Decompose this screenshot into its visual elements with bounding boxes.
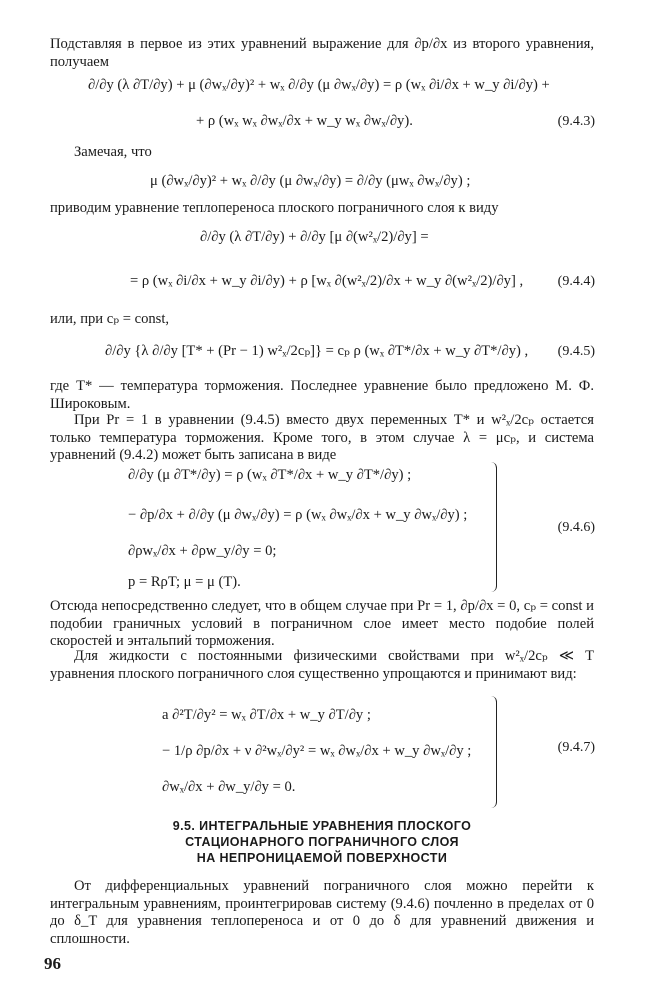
section-heading-line2: СТАЦИОНАРНОГО ПОГРАНИЧНОГО СЛОЯ [185,835,459,849]
paragraph-similarity: Отсюда непосредственно следует, что в общем случае при Pr = 1, ∂p/∂x = 0, cₚ = const и подобии граничных условий в пограничном слое имеет место подобие полей скоростей и энтальпий торможения. [50,598,594,649]
paragraph-integral: От дифференциальных уравнений пограничного слоя можно перейти к интегральным уравнениям, проинтегрировав систему (9.4.6) почленно в пределах от 0 до δ_T для уравнения теплопереноса и от 0 до δ для уравнений движения и сплошности. [50,878,594,947]
paragraph-prandtl: При Pr = 1 в уравнении (9.4.5) вместо двух переменных T* и w²ₓ/2cₚ остается только температура торможения. Кроме того, в этом случае λ = μcₚ, и система уравнений (9.4.2) может быть записана в виде [50,412,594,463]
equation-9-4-3-line1: ∂/∂y (λ ∂T/∂y) + μ (∂wₓ/∂y)² + wₓ ∂/∂y (μ ∂wₓ/∂y) = ρ (wₓ ∂i/∂x + w_y ∂i/∂y) + [88,77,550,93]
equation-number-9-4-6: (9.4.6) [557,520,595,535]
section-heading-line3: НА НЕПРОНИЦАЕМОЙ ПОВЕРХНОСТИ [196,851,448,865]
paragraph-reduce: приводим уравнение теплопереноса плоского пограничного слоя к виду [50,200,499,216]
equation-9-4-7-line1: a ∂²T/∂y² = wₓ ∂T/∂x + w_y ∂T/∂y ; [162,707,371,723]
equation-number-9-4-4: (9.4.4) [557,274,595,289]
system-brace-9-4-7 [490,696,497,808]
section-heading-line1: 9.5. ИНТЕГРАЛЬНЫЕ УРАВНЕНИЯ ПЛОСКОГО [172,819,472,833]
equation-number-9-4-3: (9.4.3) [557,114,595,129]
equation-identity: μ (∂wₓ/∂y)² + wₓ ∂/∂y (μ ∂wₓ/∂y) = ∂/∂y (μwₓ ∂wₓ/∂y) ; [150,173,471,189]
equation-9-4-6-line3: ∂ρwₓ/∂x + ∂ρw_y/∂y = 0; [128,543,277,559]
equation-9-4-6-line4: p = RρT; μ = μ (T). [128,574,241,590]
equation-9-4-4-line2: = ρ (wₓ ∂i/∂x + w_y ∂i/∂y) + ρ [wₓ ∂(w²ₓ/2)/∂x + w_y ∂(w²ₓ/2)/∂y] , [130,273,524,289]
paragraph-noting: Замечая, что [74,144,152,160]
paragraph-intro: Подставляя в первое из этих уравнений выражение для ∂p/∂x из второго уравнения, получаем [50,36,594,70]
system-brace-9-4-6 [490,462,497,592]
equation-9-4-7-line2: − 1/ρ ∂p/∂x + ν ∂²wₓ/∂y² = wₓ ∂wₓ/∂x + w_y ∂wₓ/∂y ; [162,743,472,759]
equation-number-9-4-7: (9.4.7) [557,740,595,755]
page-number: 96 [44,954,61,973]
paragraph-constant-properties: Для жидкости с постоянными физическими свойствами при w²ₓ/2cₚ ≪ T уравнения плоского пограничного слоя существенно упрощаются и принимают вид: [50,648,594,682]
equation-9-4-3-line2: + ρ (wₓ wₓ ∂wₓ/∂x + w_y wₓ ∂wₓ/∂y). [196,113,413,129]
equation-9-4-5: ∂/∂y {λ ∂/∂y [T* + (Pr − 1) w²ₓ/2cₚ]} = cₚ ρ (wₓ ∂T*/∂x + w_y ∂T*/∂y) , [105,343,529,359]
paragraph-const-cp: или, при cₚ = const, [50,311,170,327]
equation-9-4-7-line3: ∂wₓ/∂x + ∂w_y/∂y = 0. [162,779,296,795]
equation-9-4-6-line1: ∂/∂y (μ ∂T*/∂y) = ρ (wₓ ∂T*/∂x + w_y ∂T*/∂y) ; [128,467,412,483]
equation-9-4-4-line1: ∂/∂y (λ ∂T/∂y) + ∂/∂y [μ ∂(w²ₓ/2)/∂y] = [200,229,429,245]
equation-9-4-6-line2: − ∂p/∂x + ∂/∂y (μ ∂wₓ/∂y) = ρ (wₓ ∂wₓ/∂x + w_y ∂wₓ/∂y) ; [128,507,468,523]
equation-number-9-4-5: (9.4.5) [557,344,595,359]
paragraph-stagnation: где T* — температура торможения. Последнее уравнение было предложено М. Ф. Широковым. [50,378,594,412]
section-heading [50,818,594,866]
